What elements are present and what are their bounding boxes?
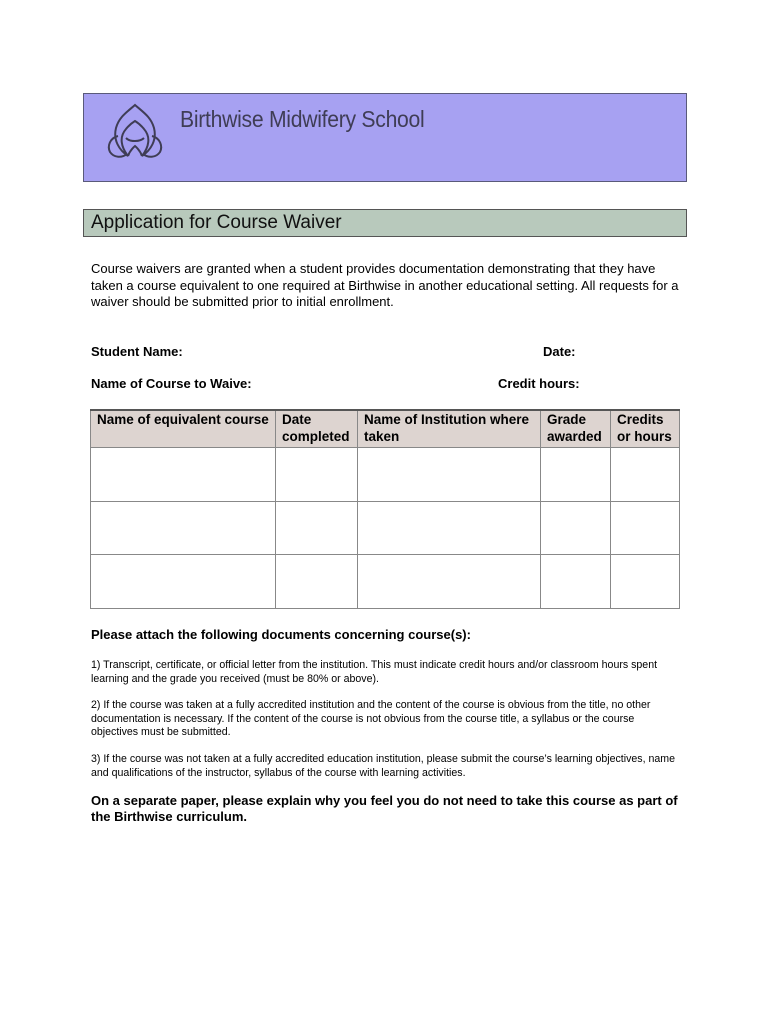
table-row <box>91 501 680 555</box>
equivalent-course-table <box>90 409 680 609</box>
column-header: Date completed <box>276 410 358 448</box>
lotus-logo-icon <box>106 102 164 162</box>
column-header: Grade awarded <box>541 410 611 448</box>
table-cell[interactable] <box>276 448 358 502</box>
table-cell[interactable] <box>611 448 680 502</box>
column-header: Name of Institution where taken <box>358 410 541 448</box>
attach-item: 3) If the course was not taken at a fully accredited education institution, please submit the course’s learning objectives, name and qualifications of the instructor, syllabus of the course with learning activities. <box>91 753 675 779</box>
table-cell[interactable] <box>611 555 680 609</box>
table-cell[interactable] <box>91 448 276 502</box>
table-cell[interactable] <box>541 448 611 502</box>
course-to-waive-label: Name of Course to Waive: <box>91 376 252 391</box>
attach-heading: Please attach the following documents concerning course(s): <box>91 627 471 642</box>
column-header: Credits or hours <box>611 410 680 448</box>
column-header: Name of equivalent course <box>91 410 276 448</box>
form-title-bar <box>83 209 687 237</box>
attach-item: 1) Transcript, certificate, or official letter from the institution. This must indicate credit hours and/or classroom hours spent learning and the grade you received (must be 80% or above). <box>91 659 658 685</box>
page-title: Application for Course Waiver <box>91 212 342 233</box>
table-cell[interactable] <box>276 555 358 609</box>
table-cell[interactable] <box>541 501 611 555</box>
header-banner <box>83 93 687 182</box>
closing-instruction: On a separate paper, please explain why you feel you do not need to take this course as part of the Birthwise curriculum. <box>91 793 678 824</box>
table-cell[interactable] <box>91 501 276 555</box>
school-name: Birthwise Midwifery School <box>180 106 425 132</box>
table-cell[interactable] <box>276 501 358 555</box>
table-header-row <box>91 410 680 448</box>
table-cell[interactable] <box>358 555 541 609</box>
intro-paragraph: Course waivers are granted when a student provides documentation demonstrating that they have taken a course equivalent to one required at Birthwise in another educational setting. All requests for a waiver should be submitted prior to initial enrollment. <box>91 261 679 309</box>
date-label: Date: <box>543 344 576 359</box>
table-cell[interactable] <box>611 501 680 555</box>
table-row <box>91 555 680 609</box>
table-cell[interactable] <box>91 555 276 609</box>
table-cell[interactable] <box>541 555 611 609</box>
credit-hours-label: Credit hours: <box>498 376 580 391</box>
table-cell[interactable] <box>358 448 541 502</box>
student-name-label: Student Name: <box>91 344 183 359</box>
table-cell[interactable] <box>358 501 541 555</box>
table-row <box>91 448 680 502</box>
attach-item: 2) If the course was taken at a fully accredited institution and the content of the course is obvious from the title, no other documentation is necessary. If the content of the course is not obvious from the course title, a syllabus or the course objectives must be submitted. <box>91 699 651 738</box>
